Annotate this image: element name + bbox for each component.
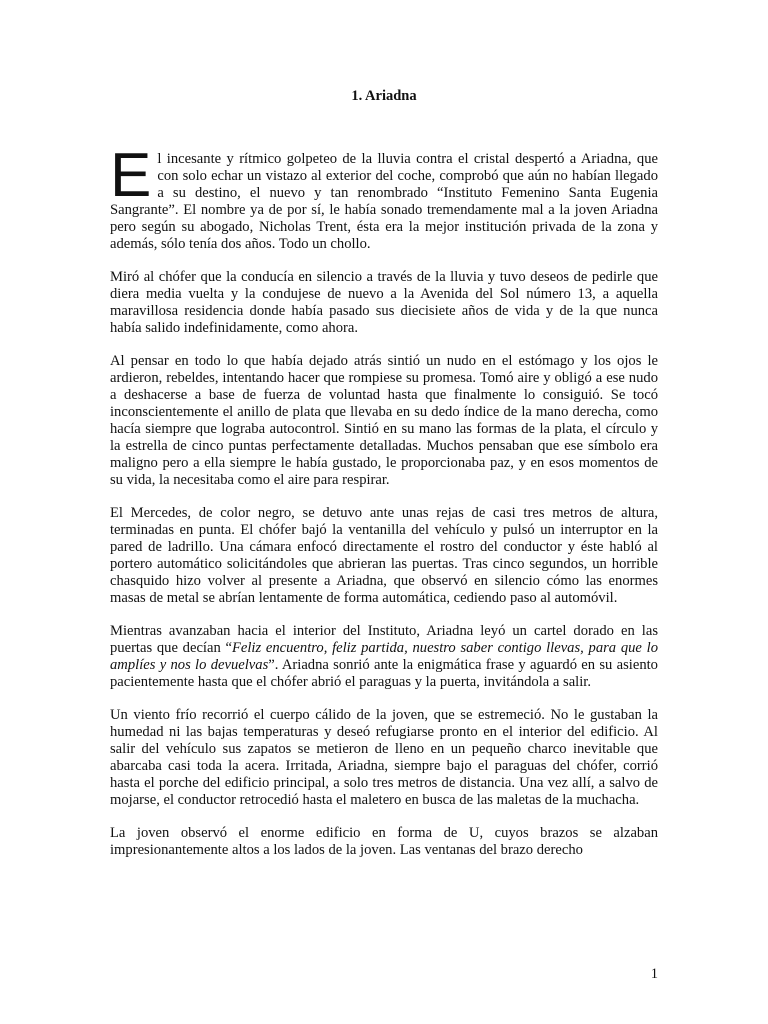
- chapter-title: 1. Ariadna: [351, 88, 417, 104]
- page-number: 1: [650, 966, 658, 982]
- paragraph-1-text: l incesante y rítmico golpeteo de la lluvia contra el cristal despertó a Ariadna, que con solo echar un vistazo al exterior del coche, comprobó que aún no habían llegado a su destino, el nuevo y tan renombrado “Instituto Femenino Santa Eugenia Sangrante”. El nombre ya de por sí, le había sonado tremendamente mal a la joven Ariadna pero según su abogado, Nicholas Trent, ésta era la mejor institución privada de la zona y además, sólo tenía dos años. Todo un chollo.: [110, 151, 658, 252]
- paragraph-5-before: Mientras avanzaban hacia el interior del Instituto, Ariadna leyó un cartel dorado en las puertas que decían “: [110, 623, 658, 656]
- paragraph-6: Un viento frío recorrió el cuerpo cálido de la joven, que se estremeció. No le gustaban la humedad ni las bajas temperaturas y deseó refugiarse pronto en el interior del edificio. Al salir del vehículo sus zapatos se metieron de lleno en un pequeño charco inevitable que abarcaba casi toda la acera. Irritada, Ariadna, siempre bajo el paraguas del chófer, corrió hasta el porche del edificio principal, a solo tres metros de distancia. Una vez allí, a salvo de mojarse, el conductor retrocedió hasta el maletero en busca de las maletas de la muchacha.: [110, 707, 658, 808]
- paragraph-3: Al pensar en todo lo que había dejado atrás sintió un nudo en el estómago y los ojos le ardieron, rebeldes, intentando hacer que rompiese su promesa. Tomó aire y obligó a ese nudo a deshacerse a base de fuerza de voluntad hasta que finalmente lo consiguió. Se tocó inconscientemente el anillo de plata que llevaba en su dedo índice de la mano derecha, como hacía siempre que lograba autocontrol. Sintió en su mano las formas de la plata, el círculo y la estrella de cinco puntas perfectamente detalladas. Muchos pensaban que ese símbolo era maligno pero a ella siempre le había gustado, le proporcionaba paz, y en esos momentos de su vida, la necesitaba como el aire para respirar.: [110, 353, 658, 488]
- paragraph-2: Miró al chófer que la conducía en silencio a través de la lluvia y tuvo deseos de pedirle que diera media vuelta y la condujese de nuevo a la Avenida del Sol número 13, a aquella maravillosa residencia donde había pasado sus diecisiete años de vida y de la que nunca había salido indefinidamente, como ahora.: [110, 269, 658, 336]
- paragraph-5-quote: Feliz encuentro, feliz partida, nuestro saber contigo llevas, para que lo amplíes y nos lo devuelvas: [110, 640, 658, 673]
- drop-cap: E: [110, 141, 152, 210]
- paragraph-7: La joven observó el enorme edificio en forma de U, cuyos brazos se alzaban impresionantemente altos a los lados de la joven. Las ventanas del brazo derecho: [110, 825, 658, 858]
- paragraph-5-after: ”. Ariadna sonrió ante la enigmática frase y aguardó en su asiento pacientemente hasta que el chófer abrió el paraguas y la puerta, invitándola a salir.: [110, 657, 658, 690]
- paragraph-1: [110, 141, 658, 253]
- body-text: [110, 141, 658, 875]
- document-page: [110, 0, 658, 1024]
- paragraph-5: [110, 623, 658, 691]
- paragraph-4: El Mercedes, de color negro, se detuvo ante unas rejas de casi tres metros de altura, terminadas en punta. El chófer bajó la ventanilla del vehículo y pulsó un interruptor en la pared de ladrillo. Una cámara enfocó directamente el rostro del conductor y éste habló al portero automático solicitándoles que abrieran las puertas. Tras cinco segundos, un horrible chasquido hizo volver al presente a Ariadna, que observó en silencio cómo las enormes masas de metal se abrían lentamente de forma automática, cediendo paso al automóvil.: [110, 505, 658, 606]
